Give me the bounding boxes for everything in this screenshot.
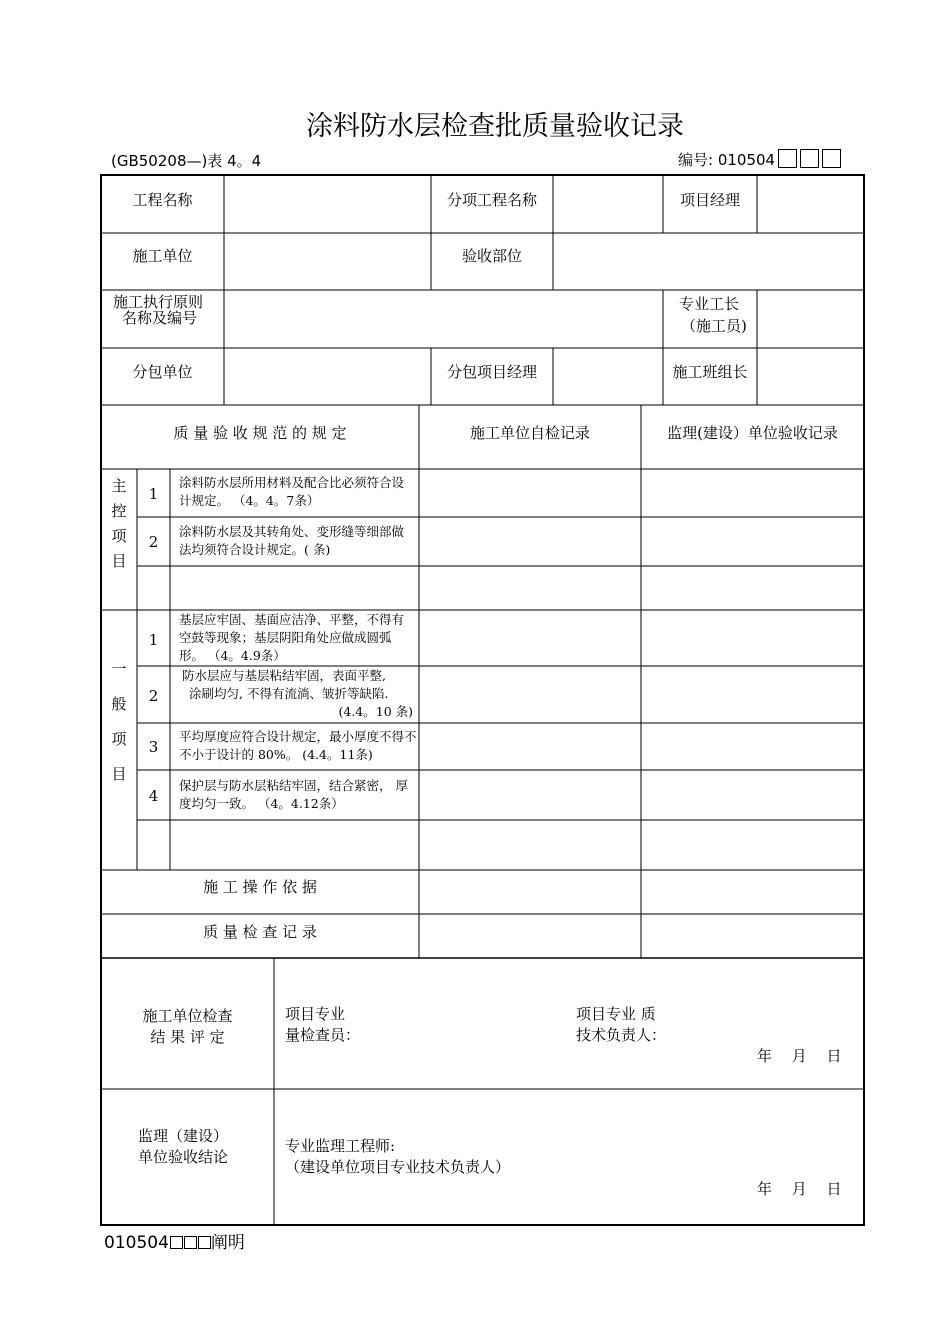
footer-box-1 (170, 1236, 183, 1249)
self-check-cell[interactable] (419, 666, 641, 723)
serial-label: 编号: 010504 (678, 151, 776, 169)
field-quality-record[interactable] (419, 914, 864, 958)
label-construction-unit: 施工单位 (132, 247, 193, 265)
footer-suffix: 阐明 (210, 1233, 245, 1253)
construction-eval-date[interactable]: 年 月 日 (757, 1047, 842, 1065)
self-check-cell[interactable] (419, 770, 641, 820)
main-item-number: 2 (148, 533, 159, 551)
label-exec-standard-line1: 施工执行原则 (113, 293, 204, 311)
field-subcontractor[interactable] (224, 348, 431, 405)
general-group-char: 目 (111, 765, 127, 783)
column-header-supervision: 监理(建设）单位验收记录 (667, 424, 838, 442)
label-exec-standard (113, 294, 223, 326)
label-exec-standard-line2: 名称及编号 (122, 309, 198, 327)
label-sub-project-name: 分项工程名称 (446, 191, 537, 209)
label-project-manager: 项目经理 (679, 191, 740, 209)
label-quality-record: 质 量 检 查 记 录 (203, 923, 317, 941)
field-sub-project-manager[interactable] (553, 348, 663, 405)
field-project-manager[interactable] (757, 175, 864, 233)
label-construction-eval-line2: 结 果 评 定 (150, 1028, 225, 1046)
main-group-char: 控 (111, 502, 127, 520)
label-operation-basis: 施 工 操 作 依 据 (203, 878, 317, 896)
self-check-cell[interactable] (419, 610, 641, 666)
main-items-group-label (101, 474, 137, 574)
field-foreman[interactable] (757, 290, 864, 348)
footer-box-3 (198, 1236, 211, 1249)
technical-lead (576, 1004, 776, 1046)
label-foreman-line2: （施工员) (681, 317, 747, 335)
general-item-text: 平均厚度应符合设计规定，最小厚度不得不不小于设计的 80%。 (4.4。11条) (179, 729, 417, 762)
label-construction-eval (101, 1006, 274, 1048)
page-title: 涂料防水层检查批质量验收记录 (306, 111, 684, 142)
column-header-self-check: 施工单位自检记录 (469, 424, 590, 442)
general-item-text: 保护层与防水层粘结牢固，结合紧密， 厚度均匀一致。 （4。4.12条） (179, 778, 408, 811)
supervision-engineer-line2: （建设单位项目专业技术负责人） (285, 1158, 511, 1176)
quality-inspector-line2: 量检查员： (285, 1026, 361, 1044)
general-items-group-label (101, 652, 137, 792)
self-check-cell[interactable] (419, 469, 641, 517)
general-item-text-line: 涂刷均匀, 不得有流淌、皱折等缺陷. (189, 686, 389, 701)
supervision-cell[interactable] (641, 666, 864, 723)
label-supervision-conclusion (138, 1126, 274, 1168)
supervision-engineer (285, 1136, 685, 1178)
general-group-char: 般 (111, 695, 127, 713)
supervision-cell[interactable] (641, 770, 864, 820)
field-project-name[interactable] (224, 175, 431, 233)
technical-lead-line1: 项目专业 质 (576, 1005, 656, 1023)
self-check-cell[interactable] (419, 517, 641, 566)
footer-prefix: 010504 (104, 1233, 169, 1253)
main-item-text: 涂料防水层所用材料及配合比必须符合设计规定。 （4。4。7条） (179, 475, 405, 508)
label-supervision-line1: 监理（建设） (138, 1127, 229, 1145)
field-acceptance-part[interactable] (553, 233, 864, 290)
general-item-text-line: 防水层应与基层粘结牢固，表面平整, (182, 668, 386, 683)
supervision-cell[interactable] (641, 469, 864, 517)
supervision-cell[interactable] (641, 723, 864, 770)
label-supervision-line2: 单位验收结论 (138, 1148, 229, 1166)
label-acceptance-part: 验收部位 (461, 247, 522, 265)
general-item-number: 3 (148, 738, 159, 756)
label-foreman (663, 293, 757, 337)
supervision-date[interactable]: 年 月 日 (757, 1180, 842, 1198)
self-check-cell[interactable] (419, 723, 641, 770)
supervision-engineer-line1: 专业监理工程师: (285, 1137, 396, 1155)
standard-reference: (GB50208—)表 4。4 (111, 152, 262, 170)
supervision-cell[interactable] (641, 610, 864, 666)
label-construction-eval-line1: 施工单位检查 (142, 1007, 233, 1025)
field-exec-standard[interactable] (224, 290, 663, 348)
main-group-char: 主 (111, 477, 127, 495)
label-sub-project-manager: 分包项目经理 (446, 363, 537, 381)
field-team-leader[interactable] (757, 348, 864, 405)
footer-box-2 (184, 1236, 197, 1249)
general-item-number: 2 (148, 687, 159, 705)
technical-lead-line2: 技术负责人： (576, 1026, 667, 1044)
label-project-name: 工程名称 (132, 191, 193, 209)
main-item-text: 涂料防水层及其转角处、变形缝等细部做法均须符合设计规定。( 条) (179, 524, 405, 557)
main-item-number: 1 (148, 485, 159, 503)
general-item-number: 1 (148, 631, 159, 649)
field-operation-basis[interactable] (419, 870, 864, 914)
label-foreman-line1: 专业工长 (679, 295, 740, 313)
main-group-char: 目 (111, 552, 127, 570)
label-team-leader: 施工班组长 (672, 363, 748, 381)
supervision-cell[interactable] (641, 517, 864, 566)
main-group-char: 项 (111, 527, 127, 545)
general-item-text-line: (4.4。10 条) (338, 704, 413, 719)
general-item-text: 基层应牢固、基面应洁净、平整，不得有空鼓等现象；基层阴阳角处应做成圆弧形。 （4。4.9条） (179, 612, 405, 663)
label-subcontractor: 分包单位 (132, 363, 193, 381)
general-group-char: 项 (111, 730, 127, 748)
field-sub-project-name[interactable] (553, 175, 663, 233)
field-construction-unit[interactable] (224, 233, 431, 290)
footer-note (104, 1228, 245, 1253)
general-item-text (170, 667, 419, 721)
quality-inspector-line1: 项目专业 (285, 1005, 346, 1023)
general-item-number: 4 (148, 787, 159, 805)
general-group-char: 一 (111, 660, 127, 678)
column-header-spec: 质 量 验 收 规 范 的 规 定 (173, 424, 347, 442)
quality-inspector (285, 1004, 485, 1046)
